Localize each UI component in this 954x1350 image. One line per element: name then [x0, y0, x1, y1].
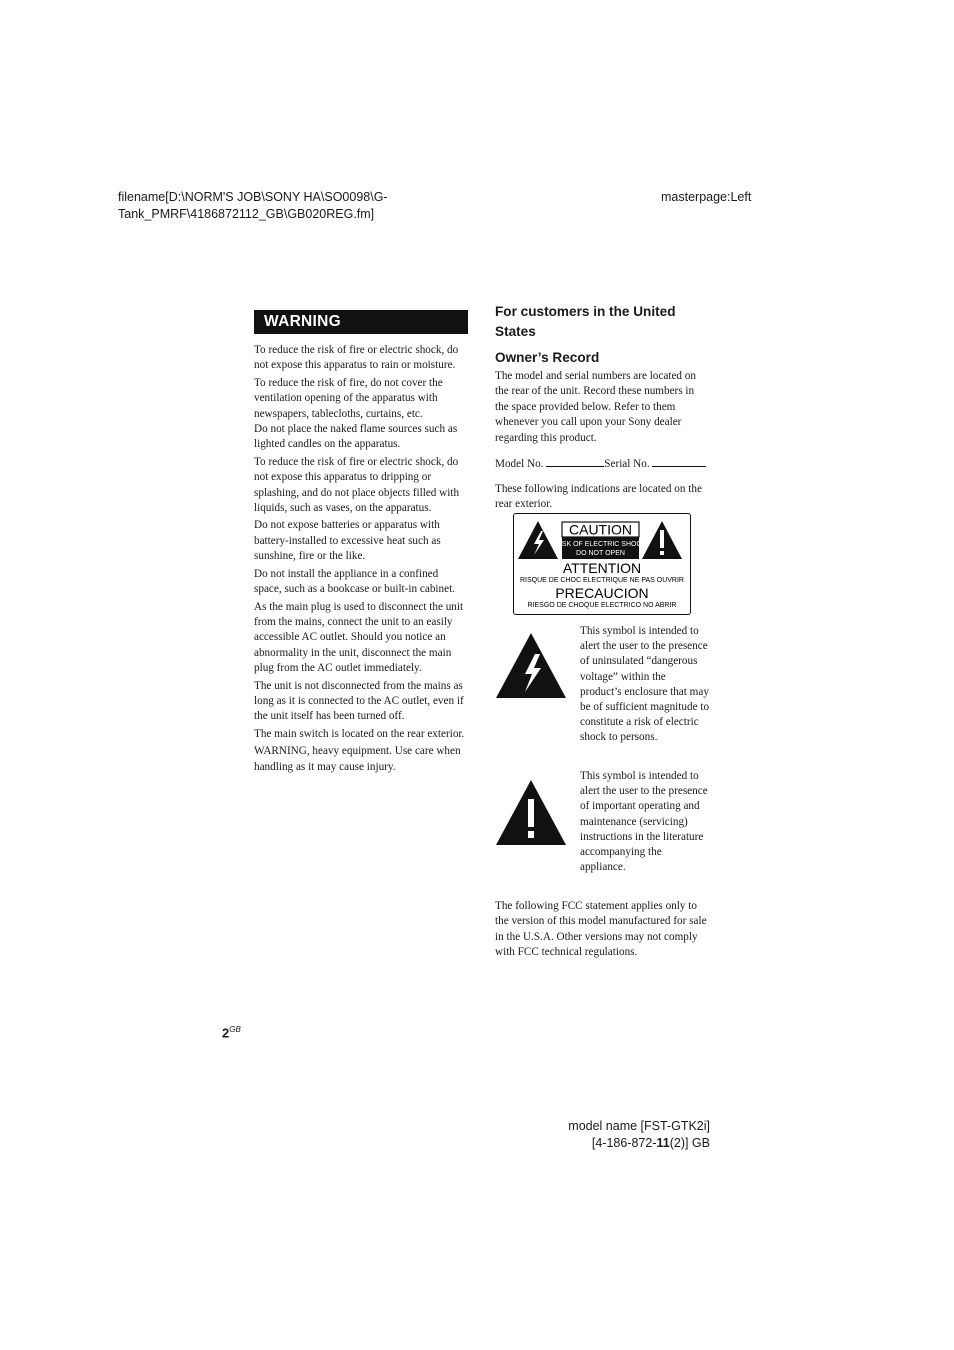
caution-text: CAUTION: [569, 521, 632, 538]
part-bold: 11: [656, 1136, 670, 1150]
warning-paragraph: To reduce the risk of fire or electric shock, do not expose this apparatus to rain or moisture.: [254, 344, 459, 372]
warning-heading: WARNING: [254, 310, 468, 334]
model-no-label: Model No.: [495, 458, 544, 471]
page-number: [222, 1025, 241, 1040]
attention-sub-text: RISQUE DE CHOC ELECTRIQUE NE PAS OUVRIR: [519, 577, 685, 584]
serial-no-label: Serial No.: [604, 458, 650, 471]
page-number-suffix: GB: [229, 1025, 241, 1034]
warning-paragraph: As the main plug is used to disconnect the unit from the mains, connect the unit to an easily accessible AC outlet. Should you notice an abnormality in the unit, disconnect the main plug from the AC outlet immediately.: [254, 600, 464, 675]
us-customers-heading: For customers in the United States: [495, 304, 676, 339]
precaucion-text: PRECAUCION: [555, 585, 649, 601]
serial-no-blank: [652, 455, 706, 467]
warning-paragraph: WARNING, heavy equipment. Use care when handling as it may cause injury.: [254, 745, 461, 773]
caution-label-graphic: [514, 514, 690, 614]
warning-paragraph: Do not install the appliance in a confined space, such as a bookcase or built-in cabinet.: [254, 567, 455, 596]
precaucion-sub-text: RIESGO DE CHOQUE ELECTRICO NO ABRIR: [527, 602, 677, 609]
warning-paragraph: The main switch is located on the rear exterior.: [254, 727, 465, 740]
us-customers-section: [495, 302, 709, 515]
warning-paragraph: To reduce the risk of fire, do not cover the ventilation opening of the apparatus with newspapers, tablecloths, curtains, etc.: [254, 376, 443, 420]
warning-section: [254, 310, 468, 777]
lightning-warning-icon: [495, 632, 567, 698]
exclamation-symbol-text: This symbol is intended to alert the user to the presence of important operating and maintenance (servicing) instructions in the literature accompanying the appliance.: [580, 770, 708, 874]
risk-text-1: RISK OF ELECTRIC SHOCK: [554, 541, 647, 548]
caution-label: [513, 513, 691, 615]
attention-text: ATTENTION: [562, 560, 642, 576]
warning-paragraphs: [254, 343, 468, 775]
fcc-statement: The following FCC statement applies only to the version of this model manufactured for sale in the U.S.A. Other versions may not comply with FCC technical regulations.: [495, 900, 707, 959]
warning-paragraph: The unit is not disconnected from the mains as long as it is connected to the AC outlet, even if the unit itself has been turned off.: [254, 679, 464, 723]
part-number: [520, 1135, 710, 1152]
owners-record-intro: The model and serial numbers are located on the rear of the unit. Record these numbers in the space provided below. Refer to them whenever you call upon your Sony dealer regarding this product.: [495, 370, 696, 444]
indications-text: These following indications are located on the rear exterior.: [495, 483, 702, 511]
warning-paragraph: To reduce the risk of fire or electric shock, do not expose this apparatus to dripping or splashing, and do not place objects filled with liquids, such as vases, on the apparatus.: [254, 455, 460, 515]
risk-text-2: DO NOT OPEN: [576, 550, 625, 557]
part-suffix: (2)] GB: [669, 1136, 710, 1150]
footer: [520, 1118, 710, 1152]
exclamation-bar-icon: [660, 530, 664, 548]
exclamation-dot-icon: [660, 551, 664, 555]
page-number-value: 2: [222, 1025, 230, 1041]
part-prefix: [4-186-872-: [591, 1136, 657, 1150]
model-name: model name [FST-GTK2i]: [568, 1119, 710, 1133]
record-fields: [495, 455, 709, 472]
warning-paragraph: Do not expose batteries or apparatus with battery-installed to excessive heat such as sunshine, fire or the like.: [254, 519, 441, 563]
masterpage-header: masterpage:Left: [661, 190, 752, 204]
exclamation-warning-icon: [495, 779, 567, 845]
owners-record-heading: Owner’s Record: [495, 350, 600, 365]
filename-header: filename[D:\NORM'S JOB\SONY HA\SO0098\G-Tank_PMRF\4186872112_GB\GB020REG.fm]: [118, 190, 388, 221]
model-no-blank: [546, 455, 604, 467]
warning-paragraph: Do not place the naked flame sources such as lighted candles on the apparatus.: [254, 423, 458, 451]
lightning-symbol-text: This symbol is intended to alert the user to the presence of uninsulated “dangerous voltage” within the product’s enclosure that may be of sufficient magnitude to constitute a risk of electric shock to persons.: [580, 625, 710, 744]
